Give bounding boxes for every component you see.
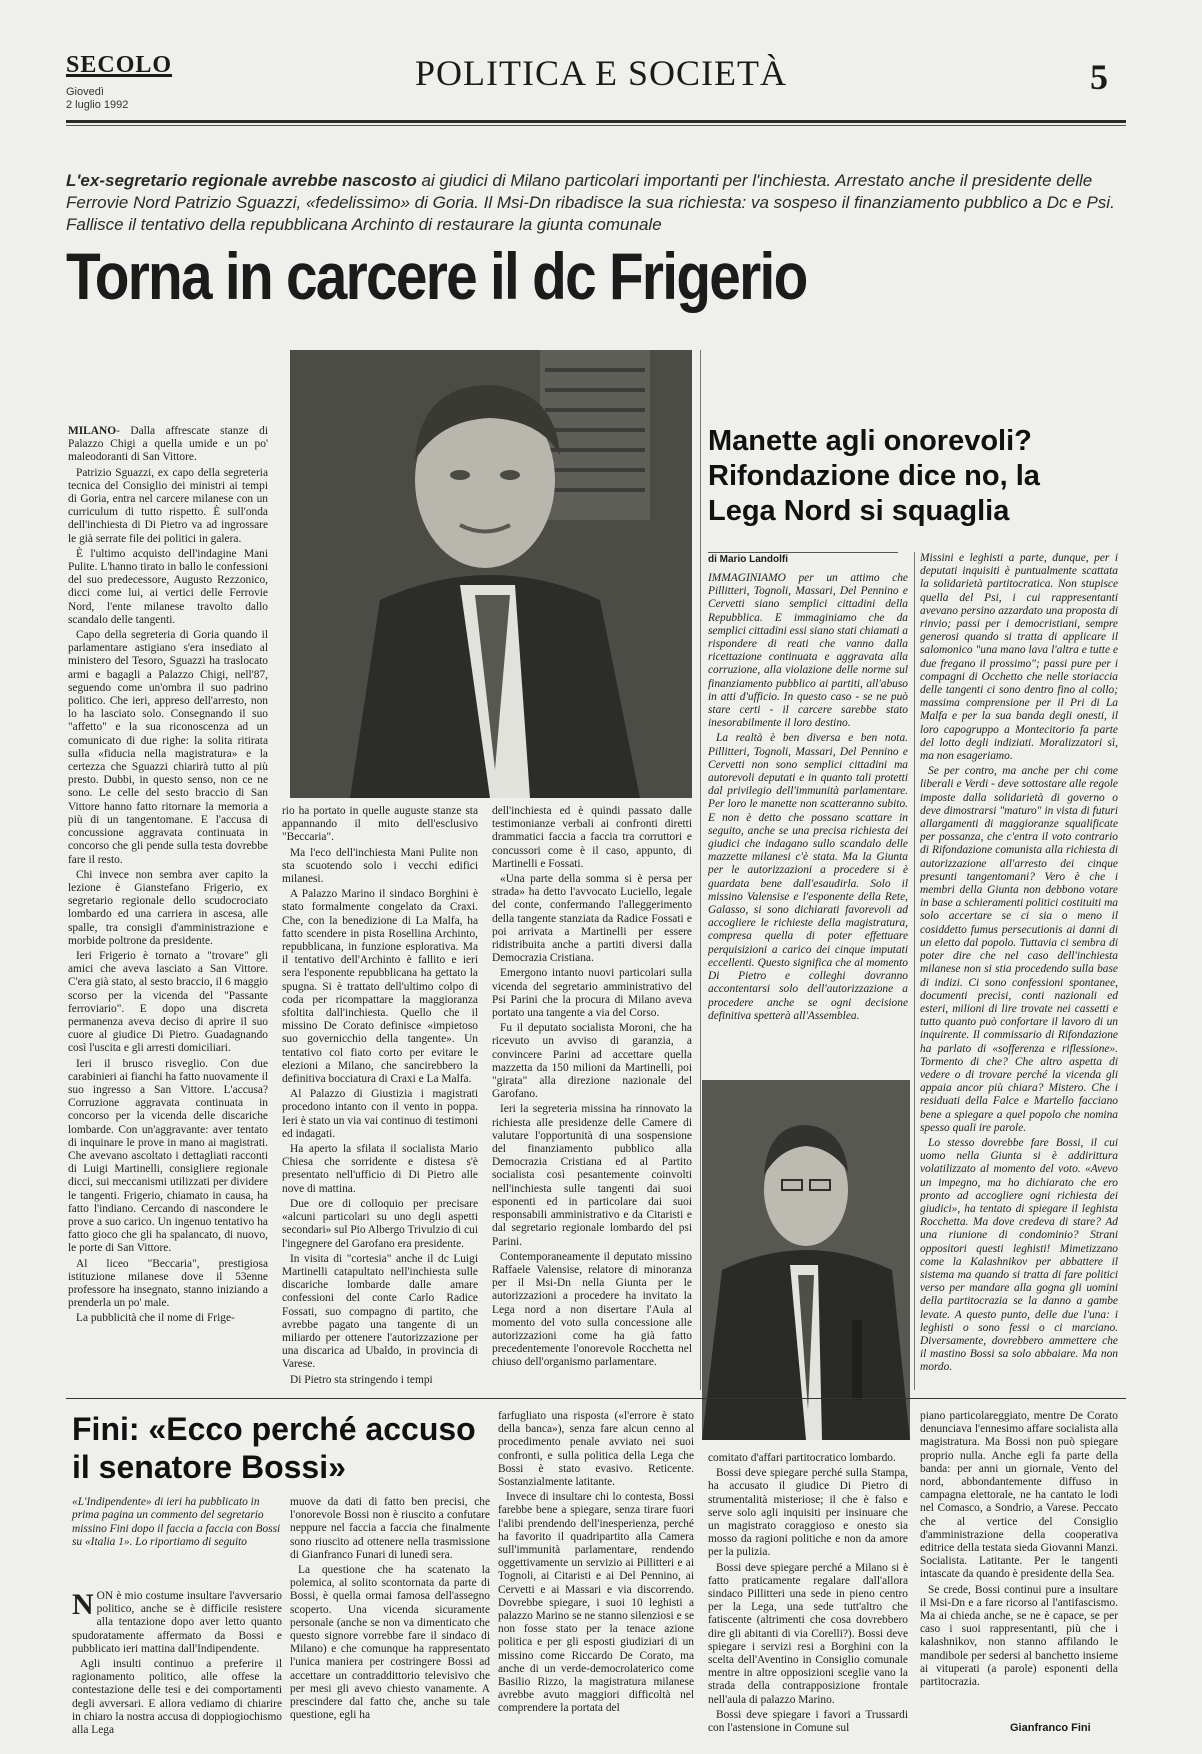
dropcap: N	[72, 1590, 94, 1621]
portrait-illustration	[290, 350, 692, 798]
lead-col1-p3: Capo della segreteria di Goria quando il parlamentare astigiano s'era insediato al ministero del Tesoro, Sguazzi ha traslocato armi e bagagli a Palazzo Chigi, nell'87, seguendo come un'ombra il suo padrino politico. Che ieri, appreso dell'arresto, non lo ha lasciato solo. Consegnando il suo "affetto" e la sua riconoscenza ad un comunicato di due righe: la solita ritirata sulla «fiducia nella magistratura» e la certezza che Sguazzi chiarirà tutto al più presto. Dubbi, in questo senso, non ce ne sono. Le celle del sesto braccio di San Vittore hanno fatto ritornare la memoria a più di un tangentomane. E l'accusa di concussione aggravata continuata in concorso che gli pende sulla testa dovrebbe fare il resto.	[68, 629, 268, 866]
fini-col4-p0: comitato d'affari partitocratico lombardo.	[708, 1452, 896, 1464]
side-col-1	[708, 572, 908, 1072]
masthead-date-text: 2 luglio 1992	[66, 99, 129, 111]
fini-col2-p1: La questione che ha scatenato la polemica, al solito scontornata da parte di Bossi, è quella ormai famosa dell'assegno scoperto. Una vicenda sicuramente personale (anche se non va dimenticato che questo signore vorrebbe fare il sindaco di Milano) e che comunque ha rappresentato l'unica maniera per costringere Bossi ad accettare un contraddittorio televisivo che per mesi gli avevo chiesto vanamente. A prescindere dal fatto che, anche su tale questione, egli ha	[290, 1564, 490, 1722]
byline-rule	[708, 552, 898, 553]
side-col2-p0: Missini e leghisti a parte, dunque, per i deputati inquisiti è puntualmente scattata la solidarietà partitocratica. Non stupisce quella del Psi, i cui rappresentanti avevano persino azzardato una proposta di rinvio; passi per i democristiani, sempre generosi quando si tratta di applicare il salomonico "una mano lava l'altra e tutte e due fregano il prossimo"; passi pure per i compagni di Occhetto che nelle storiaccia delle tangenti ci sono dentro fino al collo; massima comprensione per il Pri di La Malfa e per la sua banda degli onesti, il loro capogruppo a Montecitorio fa parte del lotto degli indiziati. Moralizzatori sì, ma non esageriamo.	[920, 552, 1118, 763]
lead-col1-p1: Patrizio Sguazzi, ex capo della segreteria tecnica del Consiglio dei ministri ai tempi di Goria, entra nel carcere milanese con un curriculum di tutto rispetto. È sull'onda dell'inchiesta di Di Pietro va ad ingrossare le già serrate file dei politici in galera.	[68, 466, 268, 545]
side-headline: Manette agli onorevoli? Rifondazione dice no, la Lega Nord si squaglia	[708, 425, 1040, 527]
side-column-divider	[914, 552, 915, 1390]
fini-col3-p0: farfugliato una risposta («l'errore è stato della banca»), senza fare alcun cenno al procedimento penale avviato nei suoi confronti, e sulla politica della Lega che Bossi è stato evasivo. Reticente. Sostanzialmente latitante.	[498, 1410, 694, 1489]
section-rule	[66, 1398, 1126, 1399]
fini-col4-p3: Bossi deve spiegare i favori a Trussardi con l'astensione in Comune sul	[708, 1708, 908, 1735]
side-col1-p1: La realtà è ben diversa e ben nota. Pillitteri, Tognoli, Massari, Del Pennino e Cervetti non sono semplici cittadini ma autorevoli deputati e in quanto tali protetti dal privilegio dell'immunità parlamentare. Per loro le manette non scatteranno subito. E non è detto che possano scattare in seguito, anche se una precisa richiesta dei giudici che indagano sullo scandalo delle mazzette milanesi c'è stata. Ma la Giunta per le autorizzazioni a procedere si è guardata bene dall'esaudirla. Solo il missino Valensise e l'esponente della Rete, Galasso, si sono dichiarati favorevoli ad accogliere le richieste della magistratura, compresa quella di poter effettuare perquisizioni a carico dei cinque imputati eccellenti. Questo significa che al momento Di Pietro e colleghi dovranno accontentarsi solo dell'autorizzazione a procedere anche se ogni decisione definitiva spetterà all'Assemblea.	[708, 732, 908, 1022]
fini-col1-p0: NON è mio costume insultare l'avversario politico, anche se è difficile resistere alla tentazione dopo aver letto quanto spudoratamente affermato da Bossi e pubblicato ieri mattina dall'Indipendente.	[72, 1590, 282, 1655]
lead-col3-p5: Contemporaneamente il deputato missino Raffaele Valensise, relatore di minoranza per il Msi-Dn nella Giunta per le autorizzazioni a procedere ha invitato la Lega nord a non disertare l'Aula al momento del voto sulla concessione alle autorizzazioni come ha già fatto precedentemente l'onorevole Rocchetta nel chiuso dell'organismo parlamentare.	[492, 1250, 692, 1369]
side-col2-p1: Se per contro, ma anche per chi come liberali e Verdi - deve sottostare alle regole imposte dalla solidarietà di governo o deve dimostrarsi "maturo" in vista di futuri allargamenti di maggioranze squalificate per possanza, che c'entra il voto contrario di Rifondazione comunista alla richiesta di autorizzazione all'arresto dei cinque presunti tangentomani? Vero è che i membri della Giunta non debbono votare in base a schieramenti politici costituiti ma solo accertare se ci sia o meno il cosiddetto fumus persecutionis ai danni di un eletto dal popolo. Tuttavia ci sembra di poter dire che nel caso dell'inchiesta milanese non si stia procedendo sulla base di indizi. Ci sono confessioni spontanee, documenti precisi, conti nazionali ed esteri, milioni di lire trovate nei cassetti e tutto quanto può confortare il lavoro di un inquirente. Il commissario di Rifondazione ha parlato di «sofferenza e riflessione». Tormento di che? Che altro aspetta di vedere o di trovare perché la vicenda gli appaia ancor più chiara? Mistero. Che i residuati della Falce e Martello facciano bene a spiegare a quel popolo che nomina spesso quali ire parole.	[920, 765, 1118, 1134]
lead-col2-p2: A Palazzo Marino il sindaco Borghini è stato formalmente congelato da Craxi. Che, con la benedizione di La Malfa, ha fatto scendere in pista Rosellina Archinto, repubblicana, in funzione esplorativa. Ma il tentativo dell'Archinto è fallito e ieri sera l'esponente repubblicana ha gettato la spugna. Si è trattato dell'ultimo colpo di coda per ricompattare la maggioranza sfoltita dall'inchiesta. Quello che il missino De Corato definisce «impietoso suo governicchio della tangente». Un tentativo col fiato corto per evitare le elezioni a Milano, che sancirebbero la definitiva bocciatura di Craxi e La Malfa.	[282, 888, 478, 1086]
masthead-day: Giovedì	[66, 86, 104, 98]
portrait-illustration-2	[702, 1080, 910, 1440]
lead-col-2	[282, 805, 478, 1390]
fini-col3-p1: Invece di insultare chi lo contesta, Bossi farebbe bene a spiegare, senza tirare fuori l'alibi prendendo dell'inesperienza, perché ha favorito il quadripartito alla Camera sull'immunità parlamentare, rendendo oggettivamente un servizio ai Pillitteri e ai Tognoli, ai Citaristi e ai Del Pennino, ai Cervetti e ai Massari e via discorrendo. Dovrebbe spiegare, i suoi 10 leghisti a palazzo Marino se ne stanno silenziosi e se non fosse stato per la tenace azione politica e per gli esposti giudiziari di un missino come Riccardo De Corato, ma anche di un verde-democrolaterico come Basilio Rizzo, la magistratura milanese avrebbe avuto maggiori difficoltà nel comprendere la portata del	[498, 1491, 694, 1715]
lead-col2-p0: rio ha portato in quelle auguste stanze sta appannando il mito dell'esclusivo "Beccaria".	[282, 805, 478, 844]
header-rule	[66, 120, 1126, 123]
deck-rest: ai giudici di Milano particolari importanti per l'inchiesta. Arrestato anche il presidente delle Ferrovie Nord Patrizio Sguazzi, «fedelissimo» di Goria. Il Msi-Dn ribadisce la sua richiesta: va sospeso il finanziamento pubblico a Dc e Psi. Fallisce il tentativo della repubblicana Archinto di restaurare la giunta comunale	[66, 171, 1115, 234]
lead-col2-p7: Di Pietro sta stringendo i tempi	[290, 1373, 433, 1386]
fini-col5-p1: Se crede, Bossi continui pure a insultare il Msi-Dn e a fare ricorso al l'antifascismo. Ma ai chieda anche, se ne è capace, se per caso i suoi rappresentanti, più che i kalashnikov, non stanno affilando le mandibole per sedersi al banchetto insieme ai vituperati (a parole) esponenti della partitocrazia.	[920, 1583, 1118, 1689]
lead-col3-p1: «Una parte della somma si è persa per strada» ha detto l'avvocato Luciello, legale del conte, confermando l'alleggerimento della tangente stanziata da Radice Fossati e poi arrivata a Martinelli per essere ridistribuita anche a partiti diversi dalla Democrazia Cristiana.	[492, 873, 692, 965]
section-title: POLITICA E SOCIETÀ	[415, 53, 787, 93]
side-byline: di Mario Landolfi	[708, 554, 788, 565]
side-col-2	[920, 552, 1118, 1390]
fini-col2-p0: muove da dati di fatto ben precisi, che l'onorevole Bossi non è riuscito a confutare neppure nel faccia a faccia che finalmente sono riuscito ad ottenere nella trasmissione di Gianfranco Funari di lunedì sera.	[290, 1496, 490, 1561]
lead-deck	[66, 170, 1126, 236]
side-col2-p2: Lo stesso dovrebbe fare Bossi, il cui uomo nella Giunta si è addirittura volatilizzato al momento del voto. «Avevo un impegno, ma ho dichiarato che ero pronto ad accogliere ogni richiesta dei giudici», ha tentato di spiegare il leghista Rocchetta. Ma dove credeva di stare? Ad una riunione di condominio? Strani oppositori questi leghisti! Mimetizzano come la Kalashnikov per abbattere il sistema ma quando si tratta di fare politici verso per mandare alla gogna gli uomini della partitocrazia se la danno a gambe levate. A questo punto, delle due l'una: i leghisti o sono fessi o ci marciano. Diversamente, dovrebbero ammettere che il mastino Bossi sa solo abbaiare. Ma non mordo.	[920, 1136, 1118, 1374]
lead-col3-p2: Emergono intanto nuovi particolari sulla vicenda del segretario amministrativo del Psi Parini che la procura di Milano aveva portato una tangente a via del Corso.	[492, 967, 692, 1020]
fini-col1-p1: Agli insulti continuo a preferire il ragionamento politico, alle offese la contestazione delle tesi e dei comportamenti degli avversari. E allora vediamo di chiarire in chiaro la nostra accusa di doppiogiochismo alla Lega	[72, 1658, 282, 1737]
lead-col1-p7: Al liceo "Beccaria", prestigiosa istituzione milanese dove il 53enne professore ha insegnato, stanno iniziando a prenderla un po' male.	[68, 1257, 268, 1310]
fini-col-3	[498, 1410, 694, 1744]
page-number: 5	[1090, 57, 1108, 97]
column-divider	[700, 350, 701, 1390]
fini-col-2	[290, 1496, 490, 1744]
side-col1-p0: IMMAGINIAMO per un attimo che Pillitteri, Tognoli, Massari, Del Pennino e Cervetti siano semplici cittadini della Repubblica. E immaginiamo che da semplici cittadini essi siano stati chiamati a rispondere di reati che vanno dalla ricettazione continuata e aggravata alla corruzione, alla violazione delle norme sul finanziamento pubblico ai partiti, all'abuso in atti d'ufficio. In questo caso - se ne può stare certi - il carcere sarebbe stato inesorabilmente il loro destino.	[708, 572, 908, 730]
photo-frigerio	[290, 350, 692, 798]
dateline: MILANO	[68, 425, 117, 437]
fini-headline: Fini: «Ecco perché accuso il senatore Bossi»	[72, 1411, 476, 1485]
lead-col1-p4: Chi invece non sembra aver capito la lezione è Gianstefano Frigerio, ex segretario regionale dello scudocrociato lombardo ed una carriera in ascesa, alle spalle, tra consigli d'amministrazione e morbide poltrone da presidente.	[68, 868, 268, 947]
lead-col1-p2: È l'ultimo acquisto dell'indagine Mani Pulite. L'hanno tirato in ballo le confessioni del suo predecessore, Augusto Rezzonico, dicci come lui, ai vertici delle Ferrovie Nord, l'ente milanese travolto dallo scandalo delle tangenti.	[68, 547, 268, 626]
lead-col-3	[492, 805, 692, 1390]
lead-col2-p5: Due ore di colloquio per precisare «alcuni particolari su uno degli aspetti secondari» sul Pio Albergo Trivulzio di cui l'ingegnere del Garofano era presidente.	[282, 1197, 478, 1250]
fini-signature: Gianfranco Fini	[1010, 1722, 1091, 1734]
fini-col-4	[708, 1452, 908, 1744]
lead-col1-p5: Ieri Frigerio è tornato a "trovare" gli amici che aveva lasciato a San Vittore. C'era già stato, al sesto braccio, il 6 maggio scorso per la vicenda del "Passante ferroviario". E dopo una discreta permanenza aveva deciso di aprire il suo cuore al giudice Di Pietro. Guadagnando così l'uscita e gli arresti domiciliari.	[68, 949, 268, 1055]
fini-col-5	[920, 1410, 1118, 1716]
lead-col3-p4: Ieri la segreteria missina ha rinnovato la richiesta alle presidenze delle Camere di valutare l'opportunità di una sospensione del finanziamento pubblico alla Democrazia Cristiana ed al Partito socialista così pesantemente coinvolti nell'inchiesta sulle tangenti dai suoi esponenti ed in particolare dai suoi responsabili amministrativo e da Citaristi e dal segretario regionale lombardo del psi Parini.	[492, 1103, 692, 1248]
header-rule-thin	[66, 125, 1126, 126]
fini-col-1	[72, 1590, 282, 1740]
lead-col2-p4: Ha aperto la sfilata il socialista Mario Chiesa che sorridente e distesa s'è presentato nell'ufficio di Di Pietro alle nove di mattina.	[282, 1143, 478, 1195]
deck-bold: L'ex-segretario regionale avrebbe nascosto	[66, 171, 417, 190]
lead-col2-p1: Ma l'eco dell'inchiesta Mani Pulite non sta scuotendo solo i vecchi edifici milanesi.	[282, 846, 478, 886]
lead-col2-p3: Al Palazzo di Giustizia i magistrati procedono intanto con il vento in poppa. Ieri è stato un via vai continuo di testimoni ed indagati.	[282, 1088, 478, 1140]
fini-col4-p1: Bossi deve spiegare perché sulla Stampa, ha accusato il giudice Di Pietro di strumentalità misteriose; il che è falso e serve solo agli inquisiti per insinuare che un magistrato coraggioso e onesto sia mosso da ragioni politiche e non da amore per la pulizia.	[708, 1467, 908, 1559]
lead-col1-p0: MILANO- Dalla affrescate stanze di Palazzo Chigi a quella umide e un po' maleodoranti di San Vittore.	[68, 425, 268, 464]
fini-intro: «L'Indipendente» di ieri ha pubblicato in prima pagina un commento del segretario missino Fini dopo il faccia a faccia con Bossi su «Italia 1». Lo riportiamo di seguito	[72, 1496, 281, 1549]
lead-col1-p6: Ieri il brusco risveglio. Con due carabinieri ai fianchi ha fatto nuovamente il suo ingresso a San Vittore. L'accusa? Corruzione aggravata continuata in concorso per la vicenda delle discariche lombarde. Con un'aggravante: aver tentato di inquinare le prove in mano ai magistrati. Che avevano ascoltato i dettagliati racconti di Luigi Martinelli, consigliere regionale dicci, sui meccanismi utilizzati per dividere le tangenti. Frigerio, chiamato in causa, ha fatto l'indiano. Cercando di nascondere le prove a suo carico. Un ingenuo tentativo ha fatto gioco che gli ha spalancato, di nuovo, le porte di San Vittore.	[68, 1057, 268, 1255]
masthead-logo: SECOLO	[66, 52, 173, 78]
lead-headline: Torna in carcere il dc Frigerio	[66, 239, 807, 313]
fini-col5-p0: piano particolareggiato, mentre De Corato denunciava l'ennesimo affare socialista alla magistratura. Ma Bossi non può spiegare proprio nulla. Anche egli fa parte della banda: per anni un giornale, Vento del nord, abbondantemente diffuso in campagna elettorale, ne ha cantato le lodi nel Comasco, a Sondrio, a Varese. Peccato che al vertice del Consiglio d'amministrazione della cooperativa editrice della testata sieda Giovanni Manzi. Socialista. Latitante. Per le tangenti intascate da quando è presidente della Sea.	[920, 1410, 1118, 1581]
photo-fini	[702, 1080, 910, 1440]
lead-col1-p8: La pubblicità che il nome di Frige-	[76, 1312, 235, 1325]
fini-col4-p2: Bossi deve spiegare perché a Milano si è fatto praticamente regalare dall'allora sindaco Pillitteri una sede in pieno centro per la Lega, una sede tutt'altro che fatiscente (altrimenti che cosa dovrebbero dire gli abitanti di via Corelli?). Bossi deve spiegare i servizi resi a Borghini con la scelta dell'Aventino in Consiglio comunale mentre in altre opposizioni sceglie vano la strada della contrapposizione frontale nell'aula di palazzo Marino.	[708, 1561, 908, 1706]
lead-col3-p0: dell'inchiesta ed è quindi passato dalle testimonianze verbali ai confronti diretti drammatici faccia a faccia tra corruttori e concussori come è il caso, appunto, di Martinelli e Fossati.	[492, 805, 692, 870]
lead-col3-p3: Fu il deputato socialista Moroni, che ha ricevuto un avviso di garanzia, a convincere Parini ad accettare quella mazzetta da 150 milioni da Martinelli, poi "girata" alla direzione nazionale del Garofano.	[492, 1022, 692, 1101]
lead-col-1	[68, 425, 268, 1390]
lead-col2-p6: In visita di "cortesia" anche il dc Luigi Martinelli catapultato nell'inchiesta sulle discariche lombarde dalle amare confessioni del conte Carlo Radice Fossati, suo compagno di partito, che avrebbe pagato una tangente di un miliardo per ottenere l'autorizzazione per una discarica ad Ubaldo, in provincia di Varese.	[282, 1252, 478, 1371]
